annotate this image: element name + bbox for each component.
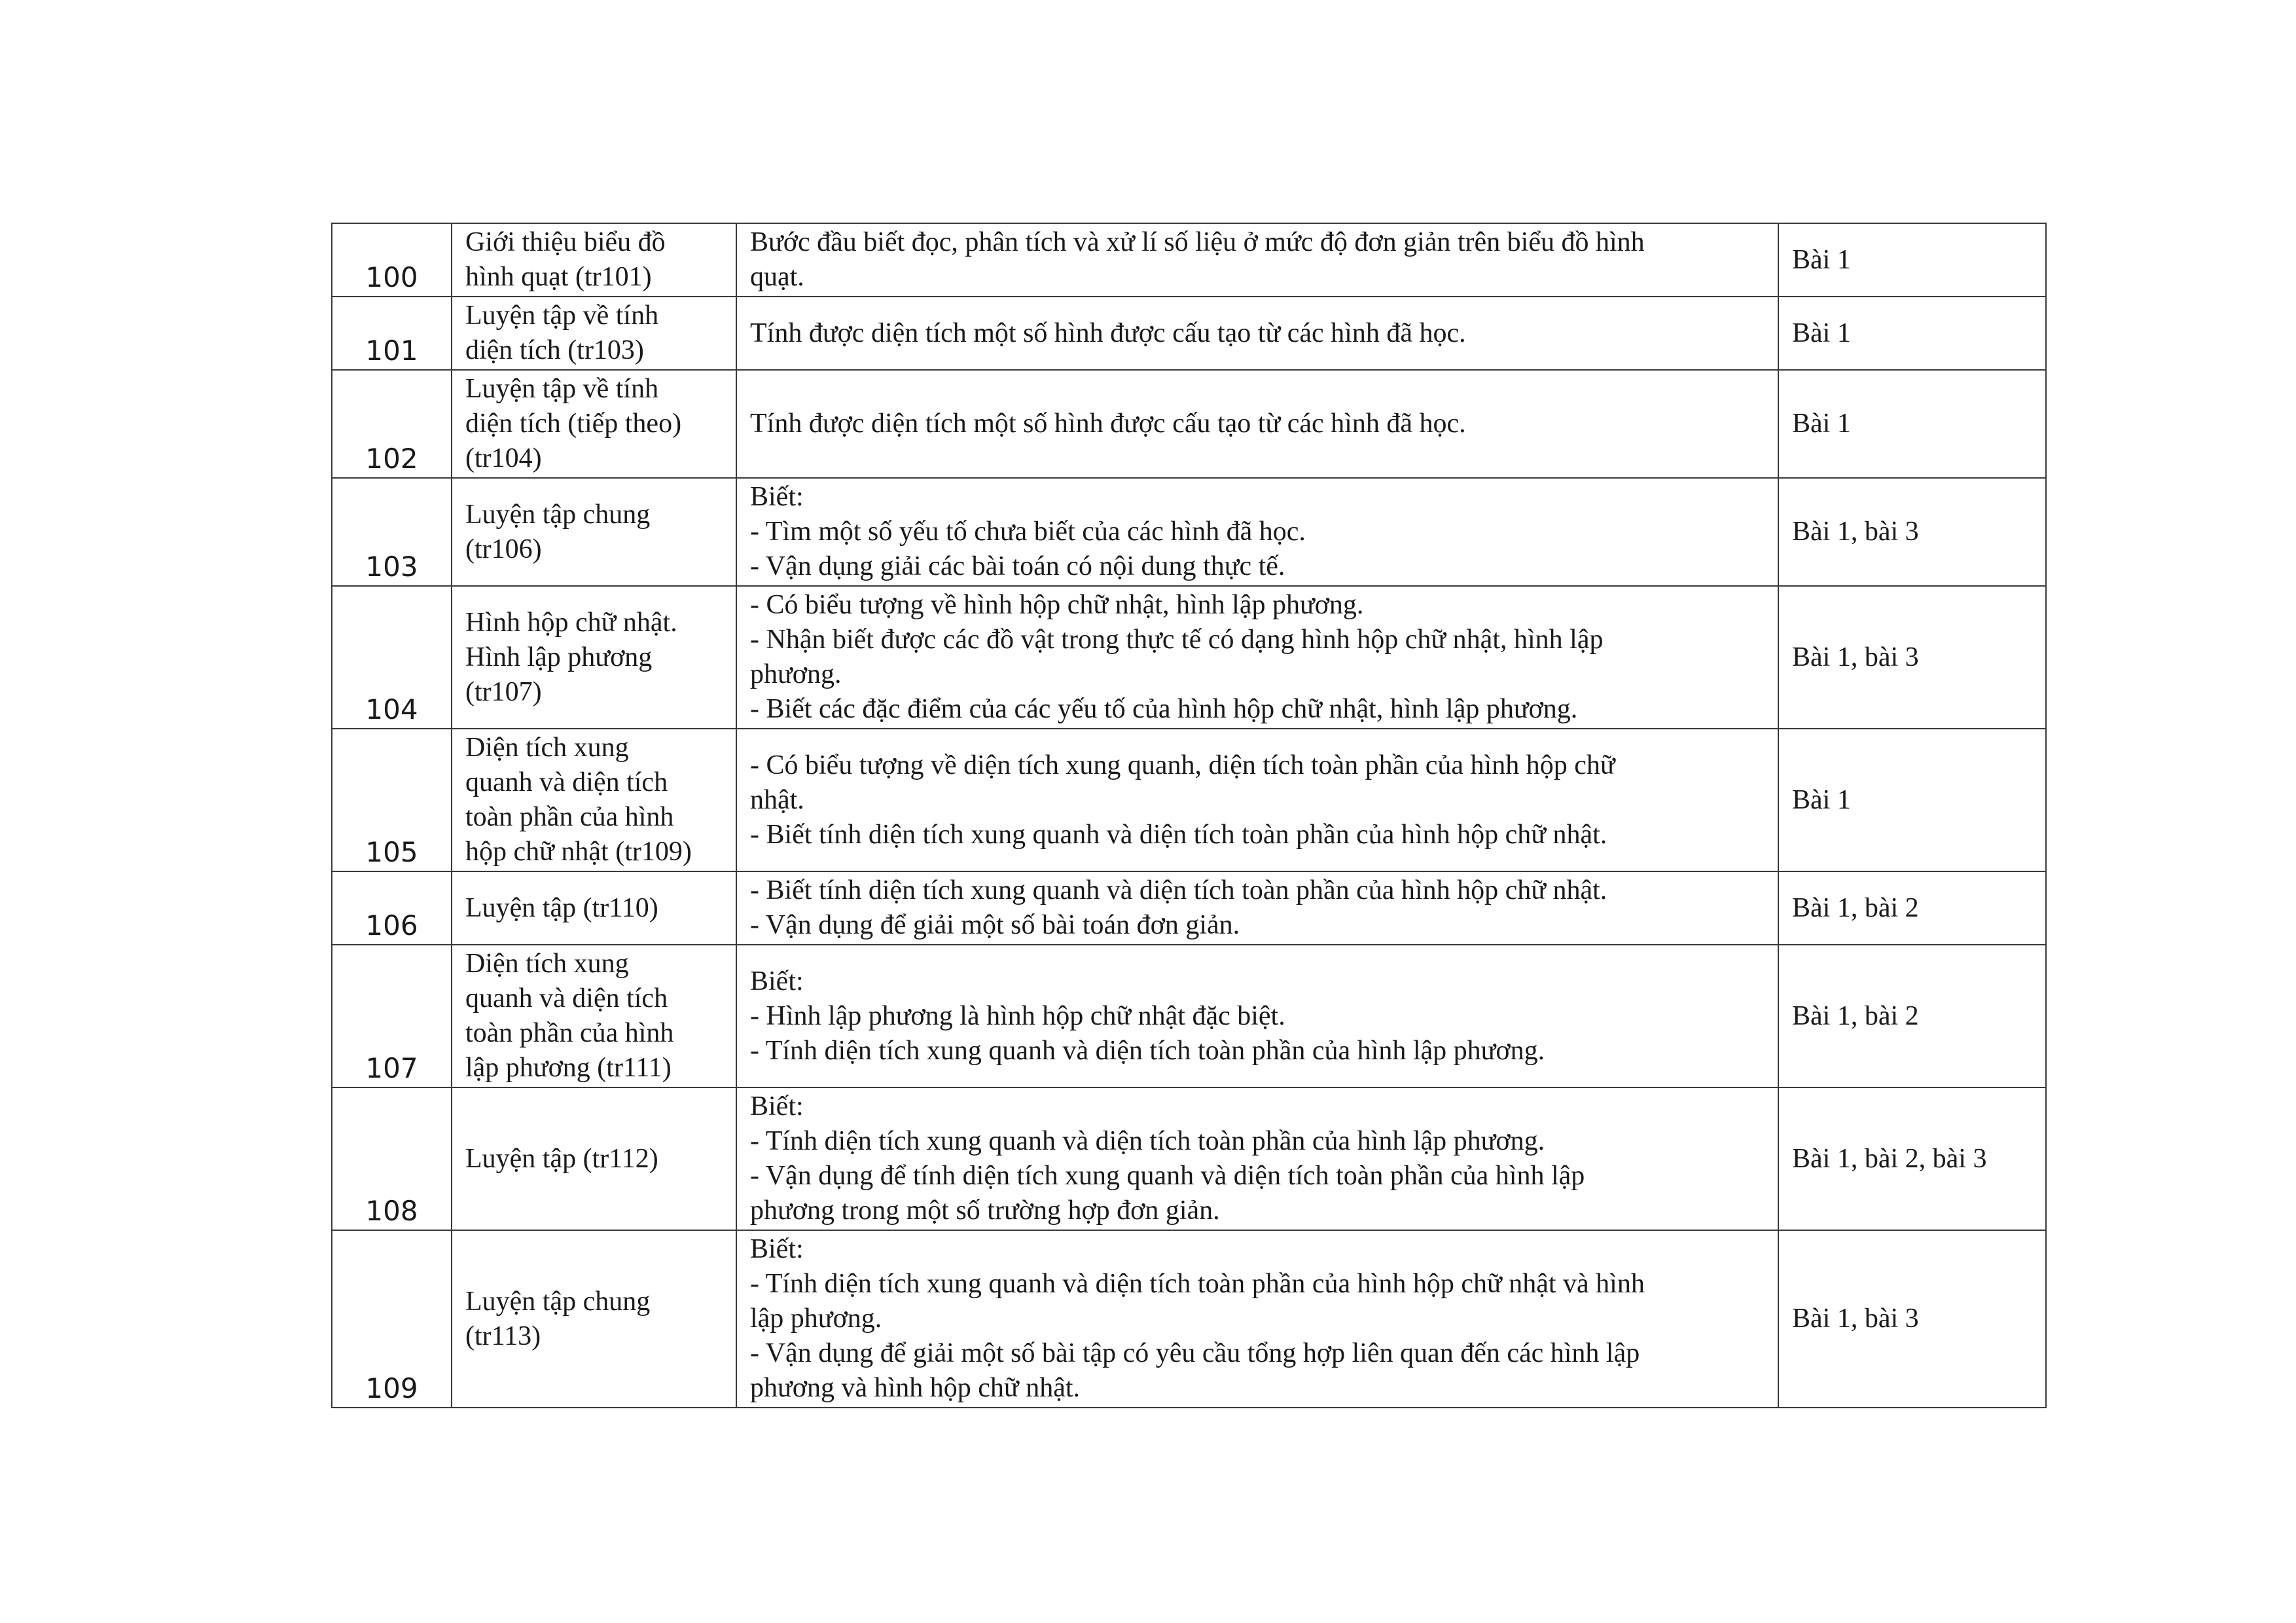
lesson-exercises: Bài 1, bài 3 <box>1778 478 2046 586</box>
table-row <box>332 1230 2046 1408</box>
lesson-objective: Tính được diện tích một số hình được cấu tạo từ các hình đã học. <box>736 370 1778 478</box>
lesson-title: Hình hộp chữ nhật. Hình lập phương (tr107) <box>452 586 736 729</box>
lesson-title: Luyện tập (tr110) <box>452 871 736 945</box>
lesson-exercises: Bài 1 <box>1778 370 2046 478</box>
lesson-objective: - Có biểu tượng về hình hộp chữ nhật, hình lập phương. - Nhận biết được các đồ vật trong thực tế có dạng hình hộp chữ nhật, hình lập phương. - Biết các đặc điểm của các yếu tố của hình hộp chữ nhật, hình lập phương. <box>736 586 1778 729</box>
table-row <box>332 1087 2046 1230</box>
lesson-title: Luyện tập về tính diện tích (tr103) <box>452 297 736 370</box>
lesson-title: Luyện tập chung (tr106) <box>452 478 736 586</box>
table-row <box>332 871 2046 945</box>
table-row <box>332 586 2046 729</box>
lesson-exercises: Bài 1, bài 2, bài 3 <box>1778 1087 2046 1230</box>
lesson-number: 103 <box>332 478 452 586</box>
lesson-objective: Biết: - Hình lập phương là hình hộp chữ nhật đặc biệt. - Tính diện tích xung quanh và diện tích toàn phần của hình lập phương. <box>736 945 1778 1087</box>
lesson-objective: Bước đầu biết đọc, phân tích và xử lí số liệu ở mức độ đơn giản trên biểu đồ hình quạt. <box>736 223 1778 297</box>
table-row <box>332 478 2046 586</box>
lesson-title: Luyện tập (tr112) <box>452 1087 736 1230</box>
lesson-number: 104 <box>332 586 452 729</box>
lesson-objective: - Có biểu tượng về diện tích xung quanh, diện tích toàn phần của hình hộp chữ nhật. - Biết tính diện tích xung quanh và diện tích toàn phần của hình hộp chữ nhật. <box>736 729 1778 871</box>
lesson-exercises: Bài 1, bài 3 <box>1778 586 2046 729</box>
lesson-exercises: Bài 1 <box>1778 297 2046 370</box>
lesson-number: 106 <box>332 871 452 945</box>
curriculum-table <box>331 223 2047 1408</box>
lesson-title: Diện tích xung quanh và diện tích toàn phần của hình lập phương (tr111) <box>452 945 736 1087</box>
lesson-objective: Biết: - Tính diện tích xung quanh và diện tích toàn phần của hình lập phương. - Vận dụng để tính diện tích xung quanh và diện tích toàn phần của hình lập phương trong một số trường hợp đơn giản. <box>736 1087 1778 1230</box>
lesson-exercises: Bài 1 <box>1778 223 2046 297</box>
lesson-number: 101 <box>332 297 452 370</box>
lesson-title: Diện tích xung quanh và diện tích toàn phần của hình hộp chữ nhật (tr109) <box>452 729 736 871</box>
table-row <box>332 945 2046 1087</box>
lesson-number: 108 <box>332 1087 452 1230</box>
lesson-objective: - Biết tính diện tích xung quanh và diện tích toàn phần của hình hộp chữ nhật. - Vận dụng để giải một số bài toán đơn giản. <box>736 871 1778 945</box>
lesson-number: 107 <box>332 945 452 1087</box>
lesson-exercises: Bài 1, bài 2 <box>1778 945 2046 1087</box>
lesson-title: Luyện tập về tính diện tích (tiếp theo) (tr104) <box>452 370 736 478</box>
lesson-exercises: Bài 1 <box>1778 729 2046 871</box>
table-row <box>332 223 2046 297</box>
lesson-number: 109 <box>332 1230 452 1408</box>
lesson-number: 102 <box>332 370 452 478</box>
lesson-objective: Biết: - Tính diện tích xung quanh và diện tích toàn phần của hình hộp chữ nhật và hình lập phương. - Vận dụng để giải một số bài tập có yêu cầu tổng hợp liên quan đến các hình lập phương và hình hộp chữ nhật. <box>736 1230 1778 1408</box>
lesson-number: 105 <box>332 729 452 871</box>
lesson-title: Giới thiệu biểu đồ hình quạt (tr101) <box>452 223 736 297</box>
table-row <box>332 297 2046 370</box>
lesson-title: Luyện tập chung (tr113) <box>452 1230 736 1408</box>
table-row <box>332 370 2046 478</box>
table-row <box>332 729 2046 871</box>
lesson-objective: Biết: - Tìm một số yếu tố chưa biết của các hình đã học. - Vận dụng giải các bài toán có nội dung thực tế. <box>736 478 1778 586</box>
lesson-objective: Tính được diện tích một số hình được cấu tạo từ các hình đã học. <box>736 297 1778 370</box>
lesson-exercises: Bài 1, bài 2 <box>1778 871 2046 945</box>
lesson-number: 100 <box>332 223 452 297</box>
lesson-exercises: Bài 1, bài 3 <box>1778 1230 2046 1408</box>
